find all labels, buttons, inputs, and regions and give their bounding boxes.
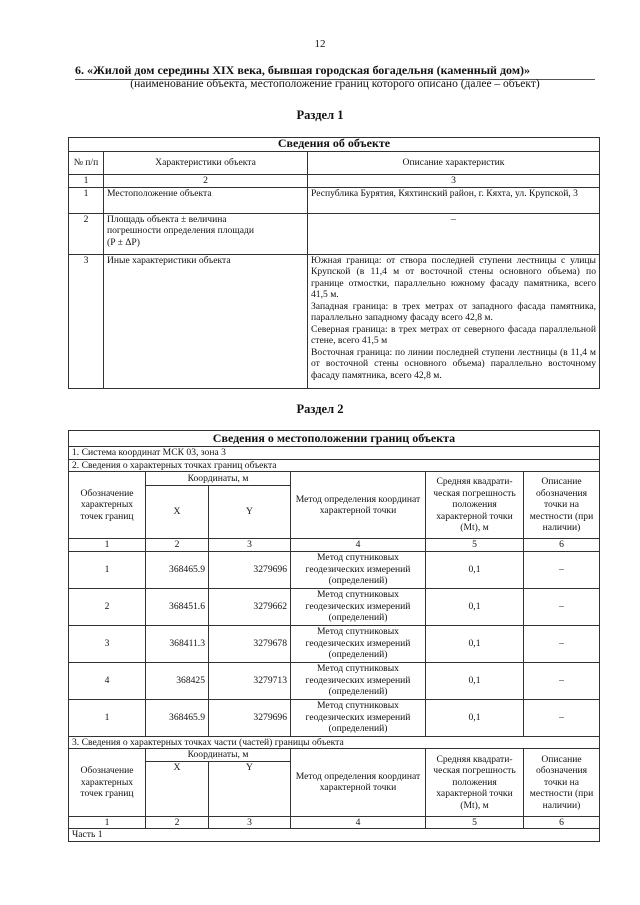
point-x: 368451.6 bbox=[146, 588, 209, 625]
row-name: Иные характеристики объекта bbox=[104, 254, 308, 388]
col-number: 2 bbox=[146, 539, 209, 552]
point-method: Метод спутниковых геодезических измерений (определений) bbox=[291, 662, 426, 699]
header-cell: № п/п bbox=[69, 152, 104, 175]
points-caption: 2. Сведения о характерных точках границ объекта bbox=[69, 459, 600, 472]
header-designation: Обозначение характерных точек границ bbox=[69, 472, 146, 539]
point-row bbox=[69, 699, 600, 736]
point-mt: 0,1 bbox=[426, 662, 524, 699]
col-number: 2 bbox=[104, 175, 308, 188]
object-title: 6. «Жилой дом середины XIX века, бывшая городская богадельня (каменный дом)» bbox=[75, 63, 595, 80]
header-coords: Координаты, м bbox=[146, 749, 291, 762]
row-name: Местоположение объекта bbox=[104, 187, 308, 213]
point-id: 1 bbox=[69, 699, 146, 736]
border-west: Западная граница: в трех метрах от западного фасада памятника, параллельно западному фасаду всего 42,8 м. bbox=[311, 300, 596, 323]
point-mt: 0,1 bbox=[426, 588, 524, 625]
border-south: Южная граница: от створа последней ступени лестницы с улицы Крупской (в 11,4 м от восточной стены основного объема) по границе отмостки, параллельно южному фасаду памятника, всего 41,5 м. bbox=[311, 254, 596, 300]
section1-heading: Раздел 1 bbox=[296, 108, 344, 122]
point-row bbox=[69, 662, 600, 699]
part-label: Часть 1 bbox=[69, 829, 600, 842]
header-x: X bbox=[146, 761, 209, 816]
point-x: 368425 bbox=[146, 662, 209, 699]
point-method: Метод спутниковых геодезических измерений (определений) bbox=[291, 699, 426, 736]
row-name: Площадь объекта ± величина погрешности определения площади (P ± ΔP) bbox=[104, 213, 308, 254]
col-number: 1 bbox=[69, 816, 146, 829]
header-method: Метод определения координат характерной точки bbox=[291, 749, 426, 817]
point-method: Метод спутниковых геодезических измерений (определений) bbox=[291, 588, 426, 625]
col-number: 1 bbox=[69, 539, 146, 552]
table-title: Сведения о местоположении границ объекта bbox=[69, 431, 600, 447]
point-y: 3279662 bbox=[209, 588, 291, 625]
row-number: 2 bbox=[69, 213, 104, 254]
header-designation: Обозначение характерных точек границ bbox=[69, 749, 146, 817]
point-mt: 0,1 bbox=[426, 551, 524, 588]
header-error: Средняя квадрати-ческая погрешность положения характерной точки (Mt), м bbox=[426, 749, 524, 817]
point-desc: – bbox=[524, 588, 600, 625]
col-number: 4 bbox=[291, 816, 426, 829]
header-y: Y bbox=[209, 486, 291, 539]
header-error: Средняя квадрати-ческая погрешность положения характерной точки (Mt), м bbox=[426, 472, 524, 539]
point-x: 368465.9 bbox=[146, 699, 209, 736]
col-number: 2 bbox=[146, 816, 209, 829]
table-row bbox=[69, 254, 600, 388]
header-coords: Координаты, м bbox=[146, 472, 291, 486]
point-desc: – bbox=[524, 699, 600, 736]
header-description: Описание обозначения точки на местности (при наличии) bbox=[524, 749, 600, 817]
boundary-table bbox=[68, 430, 600, 842]
row-desc: Республика Бурятия, Кяхтинский район, г. Кяхта, ул. Крупской, 3 bbox=[308, 187, 600, 213]
col-number: 4 bbox=[291, 539, 426, 552]
row-number: 1 bbox=[69, 187, 104, 213]
point-y: 3279678 bbox=[209, 625, 291, 662]
point-x: 368411.3 bbox=[146, 625, 209, 662]
header-x: X bbox=[146, 486, 209, 539]
col-number: 3 bbox=[209, 816, 291, 829]
row-number: 3 bbox=[69, 254, 104, 388]
parts-caption: 3. Сведения о характерных точках части (частей) границы объекта bbox=[69, 736, 600, 749]
point-desc: – bbox=[524, 625, 600, 662]
col-number: 5 bbox=[426, 539, 524, 552]
col-number: 6 bbox=[524, 816, 600, 829]
row-desc bbox=[308, 254, 600, 388]
table-title: Сведения об объекте bbox=[69, 138, 600, 152]
point-id: 1 bbox=[69, 551, 146, 588]
object-info-table bbox=[68, 137, 600, 389]
object-subtitle: (наименование объекта, местоположение границ которого описано (далее – объект) bbox=[130, 78, 540, 90]
col-number: 3 bbox=[308, 175, 600, 188]
row-desc: – bbox=[308, 213, 600, 254]
col-number: 3 bbox=[209, 539, 291, 552]
point-x: 368465.9 bbox=[146, 551, 209, 588]
point-row bbox=[69, 588, 600, 625]
point-id: 3 bbox=[69, 625, 146, 662]
point-row bbox=[69, 625, 600, 662]
point-method: Метод спутниковых геодезических измерений (определений) bbox=[291, 551, 426, 588]
point-mt: 0,1 bbox=[426, 699, 524, 736]
table-row bbox=[69, 187, 600, 213]
header-cell: Характеристики объекта bbox=[104, 152, 308, 175]
point-method: Метод спутниковых геодезических измерений (определений) bbox=[291, 625, 426, 662]
table-row bbox=[69, 213, 600, 254]
col-number: 6 bbox=[524, 539, 600, 552]
coordinate-system: 1. Система координат МСК 03, зона 3 bbox=[69, 447, 600, 460]
point-y: 3279696 bbox=[209, 551, 291, 588]
point-id: 4 bbox=[69, 662, 146, 699]
point-mt: 0,1 bbox=[426, 625, 524, 662]
point-row bbox=[69, 551, 600, 588]
col-number: 1 bbox=[69, 175, 104, 188]
header-method: Метод определения координат характерной точки bbox=[291, 472, 426, 539]
col-number: 5 bbox=[426, 816, 524, 829]
point-desc: – bbox=[524, 551, 600, 588]
header-description: Описание обозначения точки на местности (при наличии) bbox=[524, 472, 600, 539]
header-cell: Описание характеристик bbox=[308, 152, 600, 175]
border-east: Восточная граница: по линии последней ступени лестницы (в 11,4 м от восточной стены основного объема) параллельно восточному фасаду памятника, всего 42,8 м. bbox=[311, 346, 596, 381]
border-north: Северная граница: в трех метрах от северного фасада параллельной стене, всего 41,5 м bbox=[311, 323, 596, 346]
point-desc: – bbox=[524, 662, 600, 699]
point-y: 3279713 bbox=[209, 662, 291, 699]
section2-heading: Раздел 2 bbox=[296, 402, 344, 416]
point-id: 2 bbox=[69, 588, 146, 625]
point-y: 3279696 bbox=[209, 699, 291, 736]
header-y: Y bbox=[209, 761, 291, 816]
page-number: 12 bbox=[314, 38, 326, 50]
